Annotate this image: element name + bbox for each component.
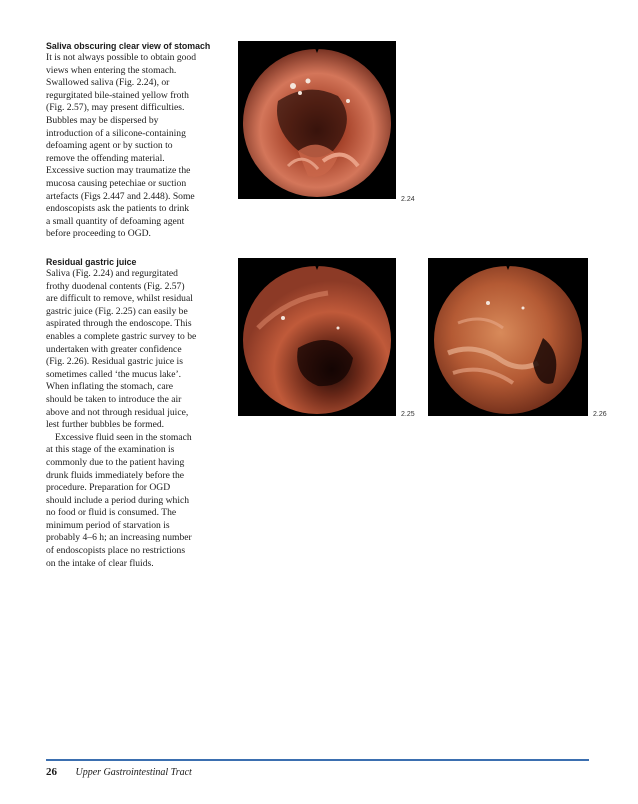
figure-label-2-24: 2.24 xyxy=(401,196,415,203)
text-line: aspirated through the endoscope. This xyxy=(46,318,192,330)
text-line: endoscopists ask the patients to drink xyxy=(46,203,190,215)
text-line: regurgitated bile-stained yellow froth xyxy=(46,89,189,101)
text-line: introduction of a silicone-containing xyxy=(46,127,186,139)
text-line: no food or fluid is consumed. The xyxy=(46,507,177,519)
paragraph-residual-1 xyxy=(46,268,216,432)
text-line: sometimes called ‘the mucus lake’. xyxy=(46,368,182,380)
text-line: Excessive suction may traumatize the xyxy=(46,165,191,177)
text-line: defoaming agent or by suction to xyxy=(46,140,173,152)
text-line: views when entering the stomach. xyxy=(46,64,177,76)
section-saliva xyxy=(46,40,216,241)
endoscopy-image-2-25 xyxy=(238,258,396,416)
text-line: frothy duodenal contents (Fig. 2.57) xyxy=(46,280,185,292)
endoscopy-photo xyxy=(238,41,396,199)
text-line: gastric juice (Fig. 2.25) can easily be xyxy=(46,305,188,317)
footer-rule xyxy=(46,759,589,761)
text-line: should include a period during which xyxy=(46,494,190,506)
text-line: enables a complete gastric survey to be xyxy=(46,330,197,342)
text-line: (Fig. 2.26). Residual gastric juice is xyxy=(46,356,183,368)
text-line: When inflating the stomach, care xyxy=(46,381,174,393)
text-line: mucosa causing petechiae or suction xyxy=(46,177,187,189)
text-line: a small quantity of defoaming agent xyxy=(46,215,185,227)
text-line: undertaken with greater confidence xyxy=(46,343,182,355)
text-line: (Fig. 2.57), may present difficulties. xyxy=(46,102,185,114)
section-residual-gastric-juice xyxy=(46,256,216,570)
text-line: are difficult to remove, whilst residual xyxy=(46,293,193,305)
endoscopy-image-2-26 xyxy=(428,258,588,416)
endoscopy-photo xyxy=(428,258,588,416)
text-line: before proceeding to OGD. xyxy=(46,228,151,240)
section-heading-saliva: Saliva obscuring clear view of stomach xyxy=(46,41,211,51)
figure-label-2-25: 2.25 xyxy=(401,411,415,418)
figure-label-2-26: 2.26 xyxy=(593,411,607,418)
text-line: on the intake of clear fluids. xyxy=(46,557,154,569)
text-line: probably 4–6 h; an increasing number xyxy=(46,532,192,544)
text-line: above and not through residual juice, xyxy=(46,406,189,418)
text-line: remove the offending material. xyxy=(46,152,165,164)
text-line: lest further bubbles be formed. xyxy=(46,419,165,431)
running-title: Upper Gastrointestinal Tract xyxy=(75,767,192,778)
text-line: Saliva (Fig. 2.24) and regurgitated xyxy=(46,268,178,279)
paragraph-saliva xyxy=(46,52,216,241)
endoscopy-photo xyxy=(238,258,396,416)
text-line: Bubbles may be dispersed by xyxy=(46,114,159,126)
page-footer xyxy=(46,766,192,778)
text-line: should be taken to introduce the air xyxy=(46,393,182,405)
text-line: drunk fluids immediately before the xyxy=(46,469,185,481)
text-line: minimum period of starvation is xyxy=(46,519,170,531)
endoscopy-image-2-24 xyxy=(238,41,396,199)
section-heading-residual: Residual gastric juice xyxy=(46,257,137,267)
text-line: Swallowed saliva (Fig. 2.24), or xyxy=(46,77,170,89)
paragraph-residual-2 xyxy=(46,432,216,571)
page-number: 26 xyxy=(46,766,57,778)
text-line: of endoscopists place no restrictions xyxy=(46,545,186,557)
text-line: at this stage of the examination is xyxy=(46,444,175,456)
text-line: Excessive fluid seen in the stomach xyxy=(55,431,192,443)
text-line: procedure. Preparation for OGD xyxy=(46,482,171,494)
text-line: It is not always possible to obtain good xyxy=(46,52,197,63)
text-line: artefacts (Figs 2.447 and 2.448). Some xyxy=(46,190,195,202)
text-line: commonly due to the patient having xyxy=(46,456,185,468)
